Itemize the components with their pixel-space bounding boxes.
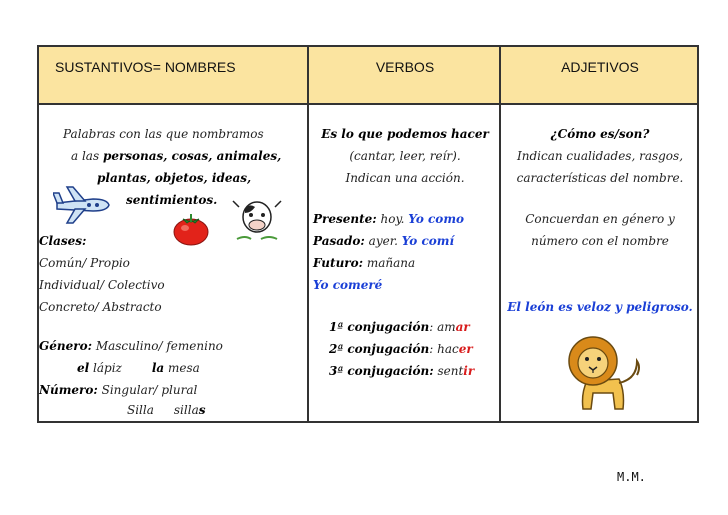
sust-def-line4: sentimientos. bbox=[126, 193, 218, 207]
presente-line bbox=[313, 211, 464, 227]
pasado-value: ayer. bbox=[364, 234, 402, 248]
verb-def-line2: (cantar, leer, reír). bbox=[349, 149, 461, 163]
presente-example: Yo como bbox=[408, 212, 465, 226]
sust-def-line2a: a las bbox=[71, 149, 103, 163]
presente-label: Presente: bbox=[313, 212, 377, 226]
clase-individual-colectivo: Individual/ Colectivo bbox=[39, 278, 165, 292]
tomato-icon bbox=[171, 211, 211, 247]
conj2-line bbox=[329, 341, 473, 357]
sust-def-line1: Palabras con las que nombramos bbox=[63, 127, 264, 141]
header-adjetivos: ADJETIVOS bbox=[561, 59, 639, 75]
clases-label: Clases: bbox=[39, 234, 87, 248]
column-adjetivos bbox=[499, 47, 699, 421]
conj1-label: 1ª conjugación bbox=[329, 320, 430, 334]
futuro-example: Yo comeré bbox=[313, 278, 383, 292]
adj-def-line1: Indican cualidades, rasgos, bbox=[516, 149, 684, 163]
cow-icon bbox=[231, 197, 283, 243]
numero-label: Número: bbox=[39, 383, 98, 397]
header-sustantivos: SUSTANTIVOS= NOMBRES bbox=[55, 59, 236, 75]
genero-value: Masculino/ femenino bbox=[92, 339, 223, 353]
adj-def-line2: características del nombre. bbox=[516, 171, 684, 185]
adj-concord-line1: Concuerdan en género y bbox=[525, 212, 675, 226]
genero-example bbox=[77, 360, 200, 376]
conj1-ending: ar bbox=[455, 320, 470, 334]
clase-concreto-abstracto: Concreto/ Abstracto bbox=[39, 300, 162, 314]
numero-value: Singular/ plural bbox=[97, 383, 198, 397]
conj2-stem: : hac bbox=[429, 342, 459, 356]
adj-example: El león es veloz y peligroso. bbox=[507, 300, 693, 314]
presente-value: hoy. bbox=[376, 212, 409, 226]
grammar-table bbox=[37, 45, 699, 423]
pasado-label: Pasado: bbox=[313, 234, 365, 248]
example-sillas-stem: silla bbox=[173, 403, 199, 417]
lion-icon bbox=[557, 331, 643, 417]
futuro-line bbox=[313, 255, 415, 271]
example-mesa: mesa bbox=[164, 361, 200, 375]
sust-def-line3: plantas, objetos, ideas, bbox=[97, 171, 252, 185]
adj-concord-line2: número con el nombre bbox=[531, 234, 669, 248]
example-silla: Silla bbox=[127, 403, 154, 417]
sust-def-line2b: personas, cosas, animales, bbox=[102, 149, 282, 163]
example-sillas-ending: s bbox=[198, 403, 206, 417]
conj2-label: 2ª conjugación bbox=[329, 342, 430, 356]
article-el: el bbox=[77, 361, 90, 375]
example-lapiz: lápiz bbox=[89, 361, 122, 375]
article-la: la bbox=[151, 361, 165, 375]
conj3-label: 3ª conjugación: bbox=[329, 364, 434, 378]
conj3-ending: ir bbox=[463, 364, 475, 378]
airplane-icon bbox=[53, 185, 113, 225]
numero-line bbox=[39, 382, 197, 398]
column-sustantivos bbox=[39, 47, 307, 421]
clase-comun-propio: Común/ Propio bbox=[39, 256, 130, 270]
conj3-stem: sent bbox=[433, 364, 464, 378]
conj2-ending: er bbox=[458, 342, 473, 356]
numero-example bbox=[127, 402, 205, 418]
futuro-value: mañana bbox=[363, 256, 416, 270]
genero-line bbox=[39, 338, 223, 354]
sust-def-line2 bbox=[71, 148, 281, 164]
genero-label: Género: bbox=[39, 339, 92, 353]
header-verbos: VERBOS bbox=[375, 59, 435, 75]
conj1-stem: : am bbox=[429, 320, 456, 334]
pasado-line bbox=[313, 233, 454, 249]
pasado-example: Yo comí bbox=[401, 234, 455, 248]
column-verbos bbox=[307, 47, 501, 421]
author-initials: M.M. bbox=[617, 470, 646, 484]
adj-question: ¿Cómo es/son? bbox=[550, 127, 650, 141]
verb-def-line1: Es lo que podemos hacer bbox=[321, 127, 489, 141]
futuro-label: Futuro: bbox=[313, 256, 364, 270]
conj1-line bbox=[329, 319, 470, 335]
verb-def-line3: Indican una acción. bbox=[345, 171, 465, 185]
conj3-line bbox=[329, 363, 474, 379]
